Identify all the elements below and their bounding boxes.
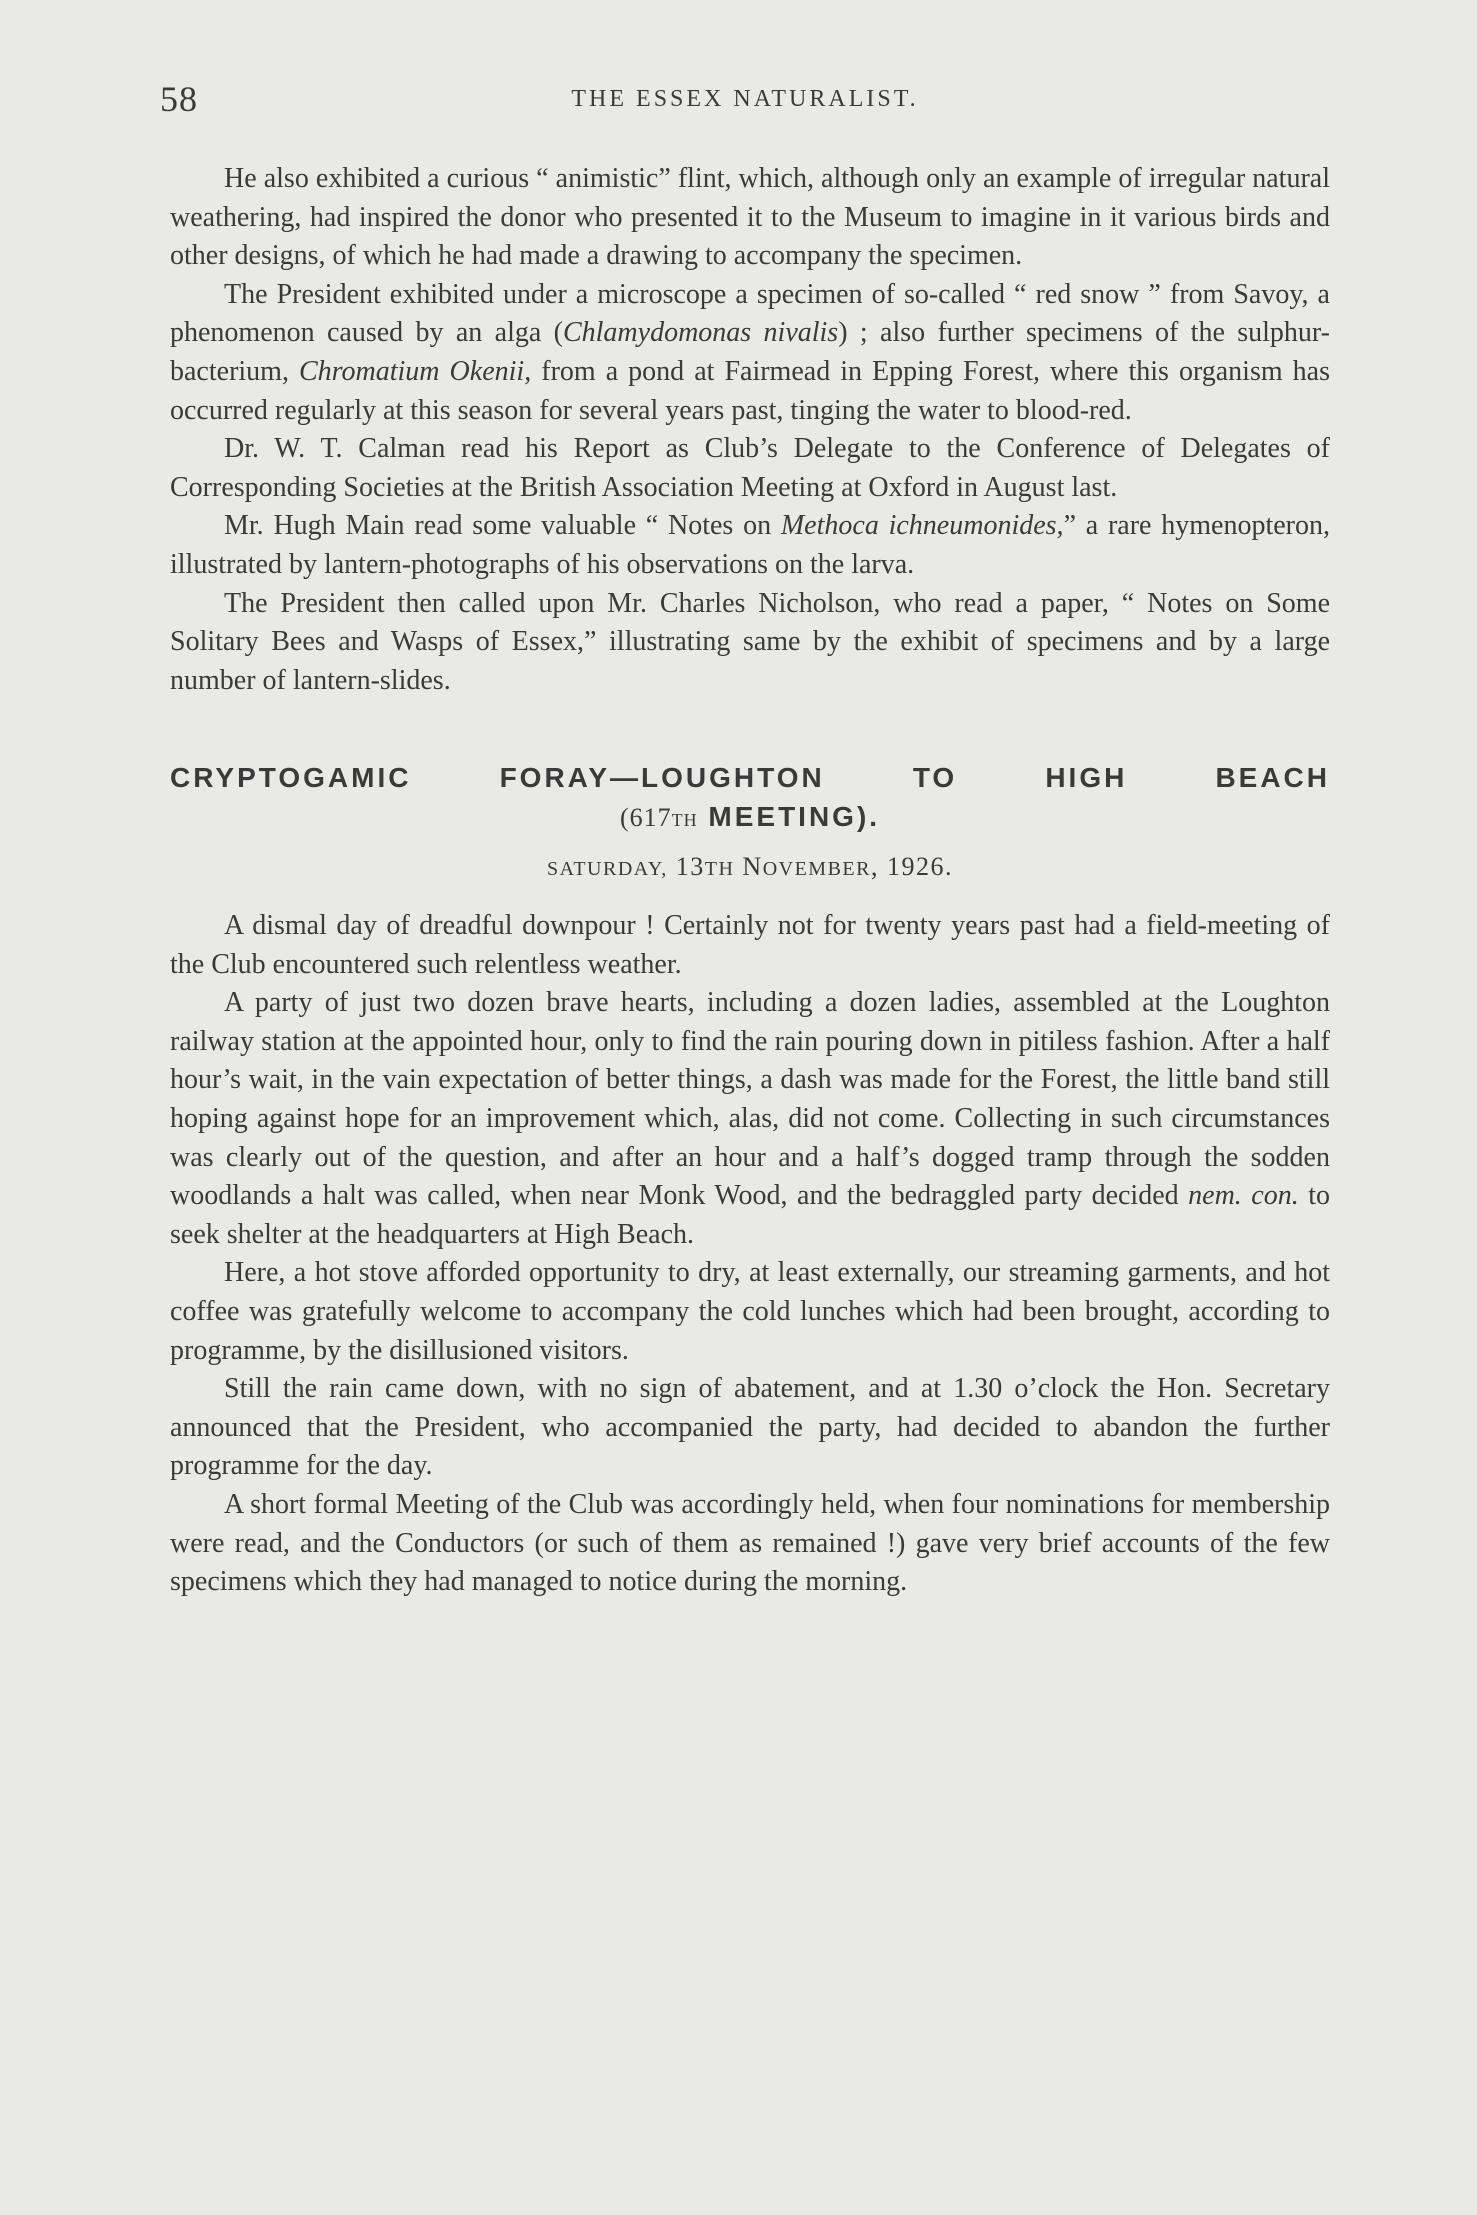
paragraph-calman-report: Dr. W. T. Calman read his Report as Club’s Delegate to the Conference of Delegates of Corresponding Societies at the British Association Meeting at Oxford in August last.: [170, 433, 1330, 503]
date-num: 13: [667, 851, 705, 881]
page-number: 58: [160, 79, 198, 119]
paragraph-formal-meeting: A short formal Meeting of the Club was accordingly held, when four nominations for membership were read, and the Conductors (or such of them as remained !) gave very brief accounts of the few specimens which they had managed to notice during the morning.: [170, 1489, 1330, 1598]
date-month-initial: N: [734, 851, 763, 881]
paragraph-animistic-flint: He also exhibited a curious “ animistic” flint, which, although only an example of irregular natural weathering, had inspired the donor who presented it to the Museum to imagine in it various birds and other designs, of which he had made a drawing to accompany the specimen.: [170, 163, 1330, 272]
paragraph-hot-stove: Here, a hot stove afforded opportunity to dry, at least externally, our streaming garments, and hot coffee was gratefully welcome to accompany the cold lunches which had been brought, according to programme, by the disillusioned visitors.: [170, 1257, 1330, 1366]
paragraph-rain-continued: Still the rain came down, with no sign of abatement, and at 1.30 o’clock the Hon. Secretary announced that the President, who accompanied the party, had decided to abandon the further programme for the day.: [170, 1373, 1330, 1482]
date-month-rest: OVEMBER: [762, 857, 871, 880]
section-heading: CRYPTOGAMIC FORAY—LOUGHTON TO HIGH BEACH: [170, 762, 1330, 794]
paragraph-party-assembled: [170, 984, 1330, 1254]
text-run: to seek shelter at the headquarters at High Beach.: [170, 1180, 1330, 1250]
date-day: SATURDAY,: [546, 857, 668, 880]
meeting-number: [170, 798, 1330, 840]
text-run: ” a rare hymenopteron, illustrated by lantern-photographs of his observations on the larva.: [170, 510, 1330, 580]
article-body: [170, 160, 1330, 1602]
meeting-date: [170, 848, 1330, 889]
date-year: , 1926.: [871, 851, 953, 881]
text-run: Mr. Hugh Main read some valuable “ Notes on: [224, 510, 781, 542]
text-run: A party of just two dozen brave hearts, including a dozen ladies, assembled at the Loughton railway station at the appointed hour, only to find the rain pouring down in pitiless fashion. After a half hour’s wait, in the vain expectation of better things, a dash was made for the Forest, the little band still hoping against hope for an improvement which, alas, did not come. Collecting in such circumstances was clearly out of the question, and after an hour and a half’s dogged tramp through the sodden woodlands a halt was called, when near Monk Wood, and the bedraggled party decided: [170, 987, 1330, 1212]
paragraph-methoca-notes: [170, 507, 1330, 584]
running-head: THE ESSEX NATURALIST.: [571, 86, 919, 112]
paragraph-dismal-day: A dismal day of dreadful downpour ! Certainly not for twenty years past had a field-meeting of the Club encountered such relentless weather.: [170, 910, 1330, 980]
text-run: from a pond at Fairmead in Epping Forest, where this organism has occurred regularly at this season for several years past, tinging the water to blood-red.: [170, 355, 1331, 426]
date-suffix: TH: [704, 857, 735, 880]
latin-phrase: nem. con.: [1188, 1180, 1299, 1212]
text-run: The President exhibited under a microscope a specimen of so-called “ red snow ” from Savoy, a phenomenon caused by an alga (: [170, 278, 1330, 349]
meeting-word: MEETING).: [697, 800, 881, 832]
species-name: Chromatium Okenii,: [298, 355, 532, 387]
text-run: ) ; also further specimens of the sulphur-bacterium,: [170, 317, 1331, 387]
paragraph-solitary-bees: The President then called upon Mr. Charles Nicholson, who read a paper, “ Notes on Some Solitary Bees and Wasps of Essex,” illustrating same by the exhibit of specimens and by a large number of lantern-slides.: [170, 587, 1330, 696]
meeting-number-value: (617: [619, 802, 672, 832]
species-name: Chlamydomonas nivalis: [562, 317, 839, 349]
species-name: Methoca ichneumonides,: [780, 510, 1064, 542]
meeting-number-suffix: TH: [671, 809, 698, 830]
page-header: [160, 78, 1330, 128]
paragraph-red-snow: [170, 276, 1330, 430]
